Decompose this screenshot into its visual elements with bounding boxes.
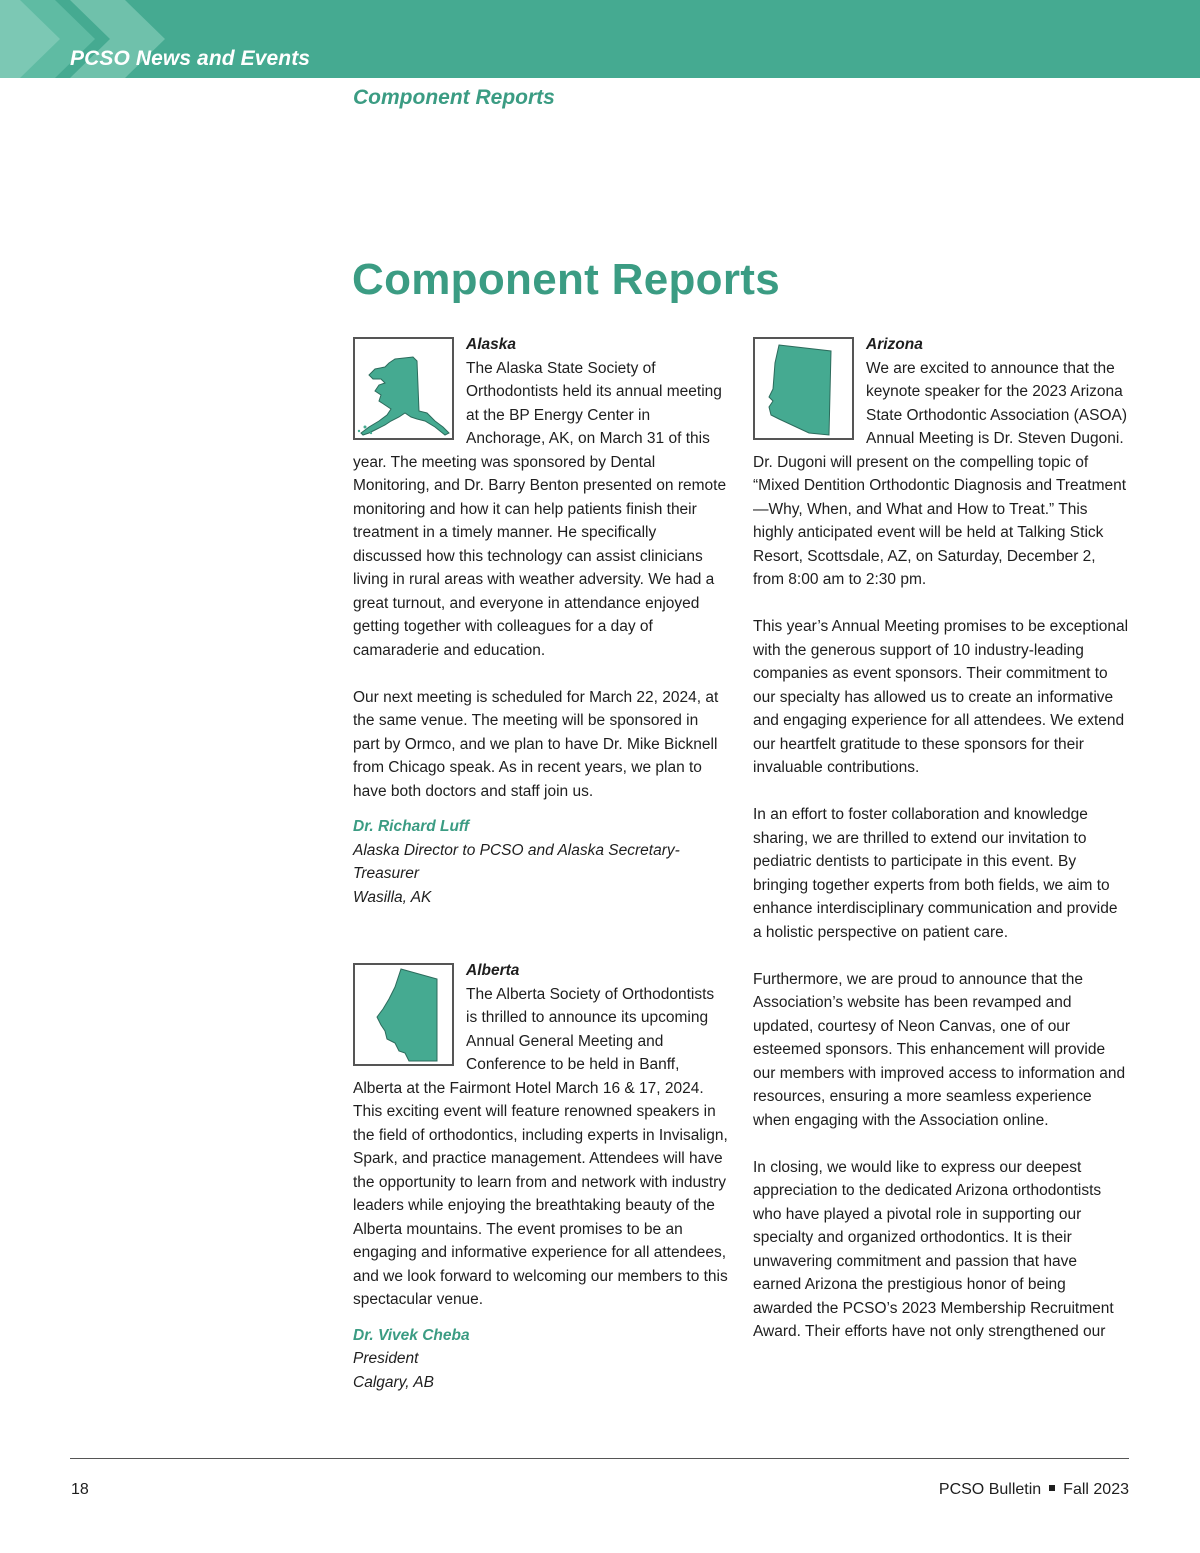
alaska-signature-title: Alaska Director to PCSO and Alaska Secretary-Treasurer (353, 841, 680, 882)
publication-info (939, 1481, 1129, 1499)
header-bar (0, 0, 1200, 78)
alberta-signature (353, 1324, 729, 1395)
footer-rule (70, 1458, 1129, 1459)
arizona-paragraph-4: Furthermore, we are proud to announce that the Association’s website has been revamped and updated, courtesy of Neon Canvas, one of our esteemed sponsors. This enhancement will provide our members with improved access to information and resources, ensuring a more seamless experience when engaging with the Association online. (753, 970, 1126, 1129)
alaska-signature-location: Wasilla, AK (353, 888, 432, 906)
issue-label: Fall 2023 (1063, 1481, 1129, 1498)
alberta-map-icon (353, 963, 454, 1066)
alberta-signature-name: Dr. Vivek Cheba (353, 1326, 470, 1344)
bullet-separator-icon (1049, 1485, 1055, 1491)
arizona-paragraph-1: We are excited to announce that the keynote speaker for the 2023 Arizona State Orthodontic Association (ASOA) Annual Meeting is Dr. Steven Dugoni. Dr. Dugoni will present on the compelling topic of “Mixed Dentition Orthodontic Diagnosis and Treatment—Why, When, and What and How to Treat.” This highly anticipated event will be held at Talking Stick Resort, Scottsdale, AZ, on Saturday, December 2, from 8:00 am to 2:30 pm. (753, 359, 1128, 588)
arizona-paragraph-3: In an effort to foster collaboration and knowledge sharing, we are thrilled to extend our invitation to pediatric dentists to participate in this event. By bringing together experts from both fields, we aim to enhance interdisciplinary communication and provide a holistic perspective on patient care. (753, 806, 1118, 941)
alberta-signature-location: Calgary, AB (353, 1373, 434, 1391)
page-title: Component Reports (352, 255, 780, 304)
arizona-map-icon (753, 337, 854, 440)
alaska-paragraph-2: Our next meeting is scheduled for March 22, 2024, at the same venue. The meeting will be sponsored in part by Ormco, and we plan to have Dr. Mike Bicknell from Chicago speak. As in recent years, we plan to have both doctors and staff join us. (353, 688, 719, 800)
arizona-heading: Arizona (866, 336, 923, 353)
left-column (353, 333, 729, 1394)
alberta-report (353, 959, 729, 1394)
alaska-report (353, 333, 729, 909)
alberta-heading: Alberta (466, 962, 520, 979)
alaska-map-icon (353, 337, 454, 440)
alaska-heading: Alaska (466, 336, 516, 353)
alberta-paragraph-1: The Alberta Society of Orthodontists is thrilled to announce its upcoming Annual General Meeting and Conference to be held in Banff, Alberta at the Fairmont Hotel March 16 & 17, 2024. This exciting event will feature renowned speakers in the field of orthodontics, including experts in Invisalign, Spark, and practice management. Attendees will have the opportunity to learn from and network with industry leaders while enjoying the breathtaking beauty of the Alberta mountains. The event promises to be an engaging and informative experience for all attendees, and we look forward to welcoming our members to this spectacular venue. (353, 985, 728, 1308)
arizona-paragraph-2: This year’s Annual Meeting promises to be exceptional with the generous support of 10 industry-leading companies as event sponsors. Their commitment to our specialty has allowed us to create an informative and engaging experience for all attendees. We extend our heartfelt gratitude to these sponsors for their invaluable contributions. (753, 618, 1129, 776)
alaska-paragraph-1: The Alaska State Society of Orthodontists held its annual meeting at the BP Energy Center in Anchorage, AK, on March 31 of this year. The meeting was sponsored by Dental Monitoring, and Dr. Barry Benton presented on remote monitoring and how it can help patients finish their treatment in a timely manner. He specifically discussed how this technology can assist clinicians living in rural areas with weather adversity. We had a great turnout, and everyone in attendance enjoyed getting together with colleagues for a day of camaraderie and education. (353, 359, 727, 659)
page-number: 18 (71, 1481, 89, 1498)
right-column (753, 333, 1129, 1367)
alaska-signature (353, 815, 729, 909)
publication-name: PCSO Bulletin (938, 1481, 1042, 1498)
arizona-paragraph-5: In closing, we would like to express our deepest appreciation to the dedicated Arizona orthodontists who have played a pivotal role in supporting our specialty and organized orthodontics. It is their unwavering commitment and passion that have earned Arizona the prestigious honor of being awarded the PCSO’s 2023 Membership Recruitment Award. Their efforts have not only strengthened our (753, 1158, 1114, 1340)
section-label: PCSO News and Events (70, 47, 311, 70)
alaska-signature-name: Dr. Richard Luff (353, 818, 469, 835)
alberta-signature-title: President (353, 1350, 419, 1367)
running-subhead: Component Reports (353, 86, 555, 109)
arizona-report (753, 333, 1129, 1344)
